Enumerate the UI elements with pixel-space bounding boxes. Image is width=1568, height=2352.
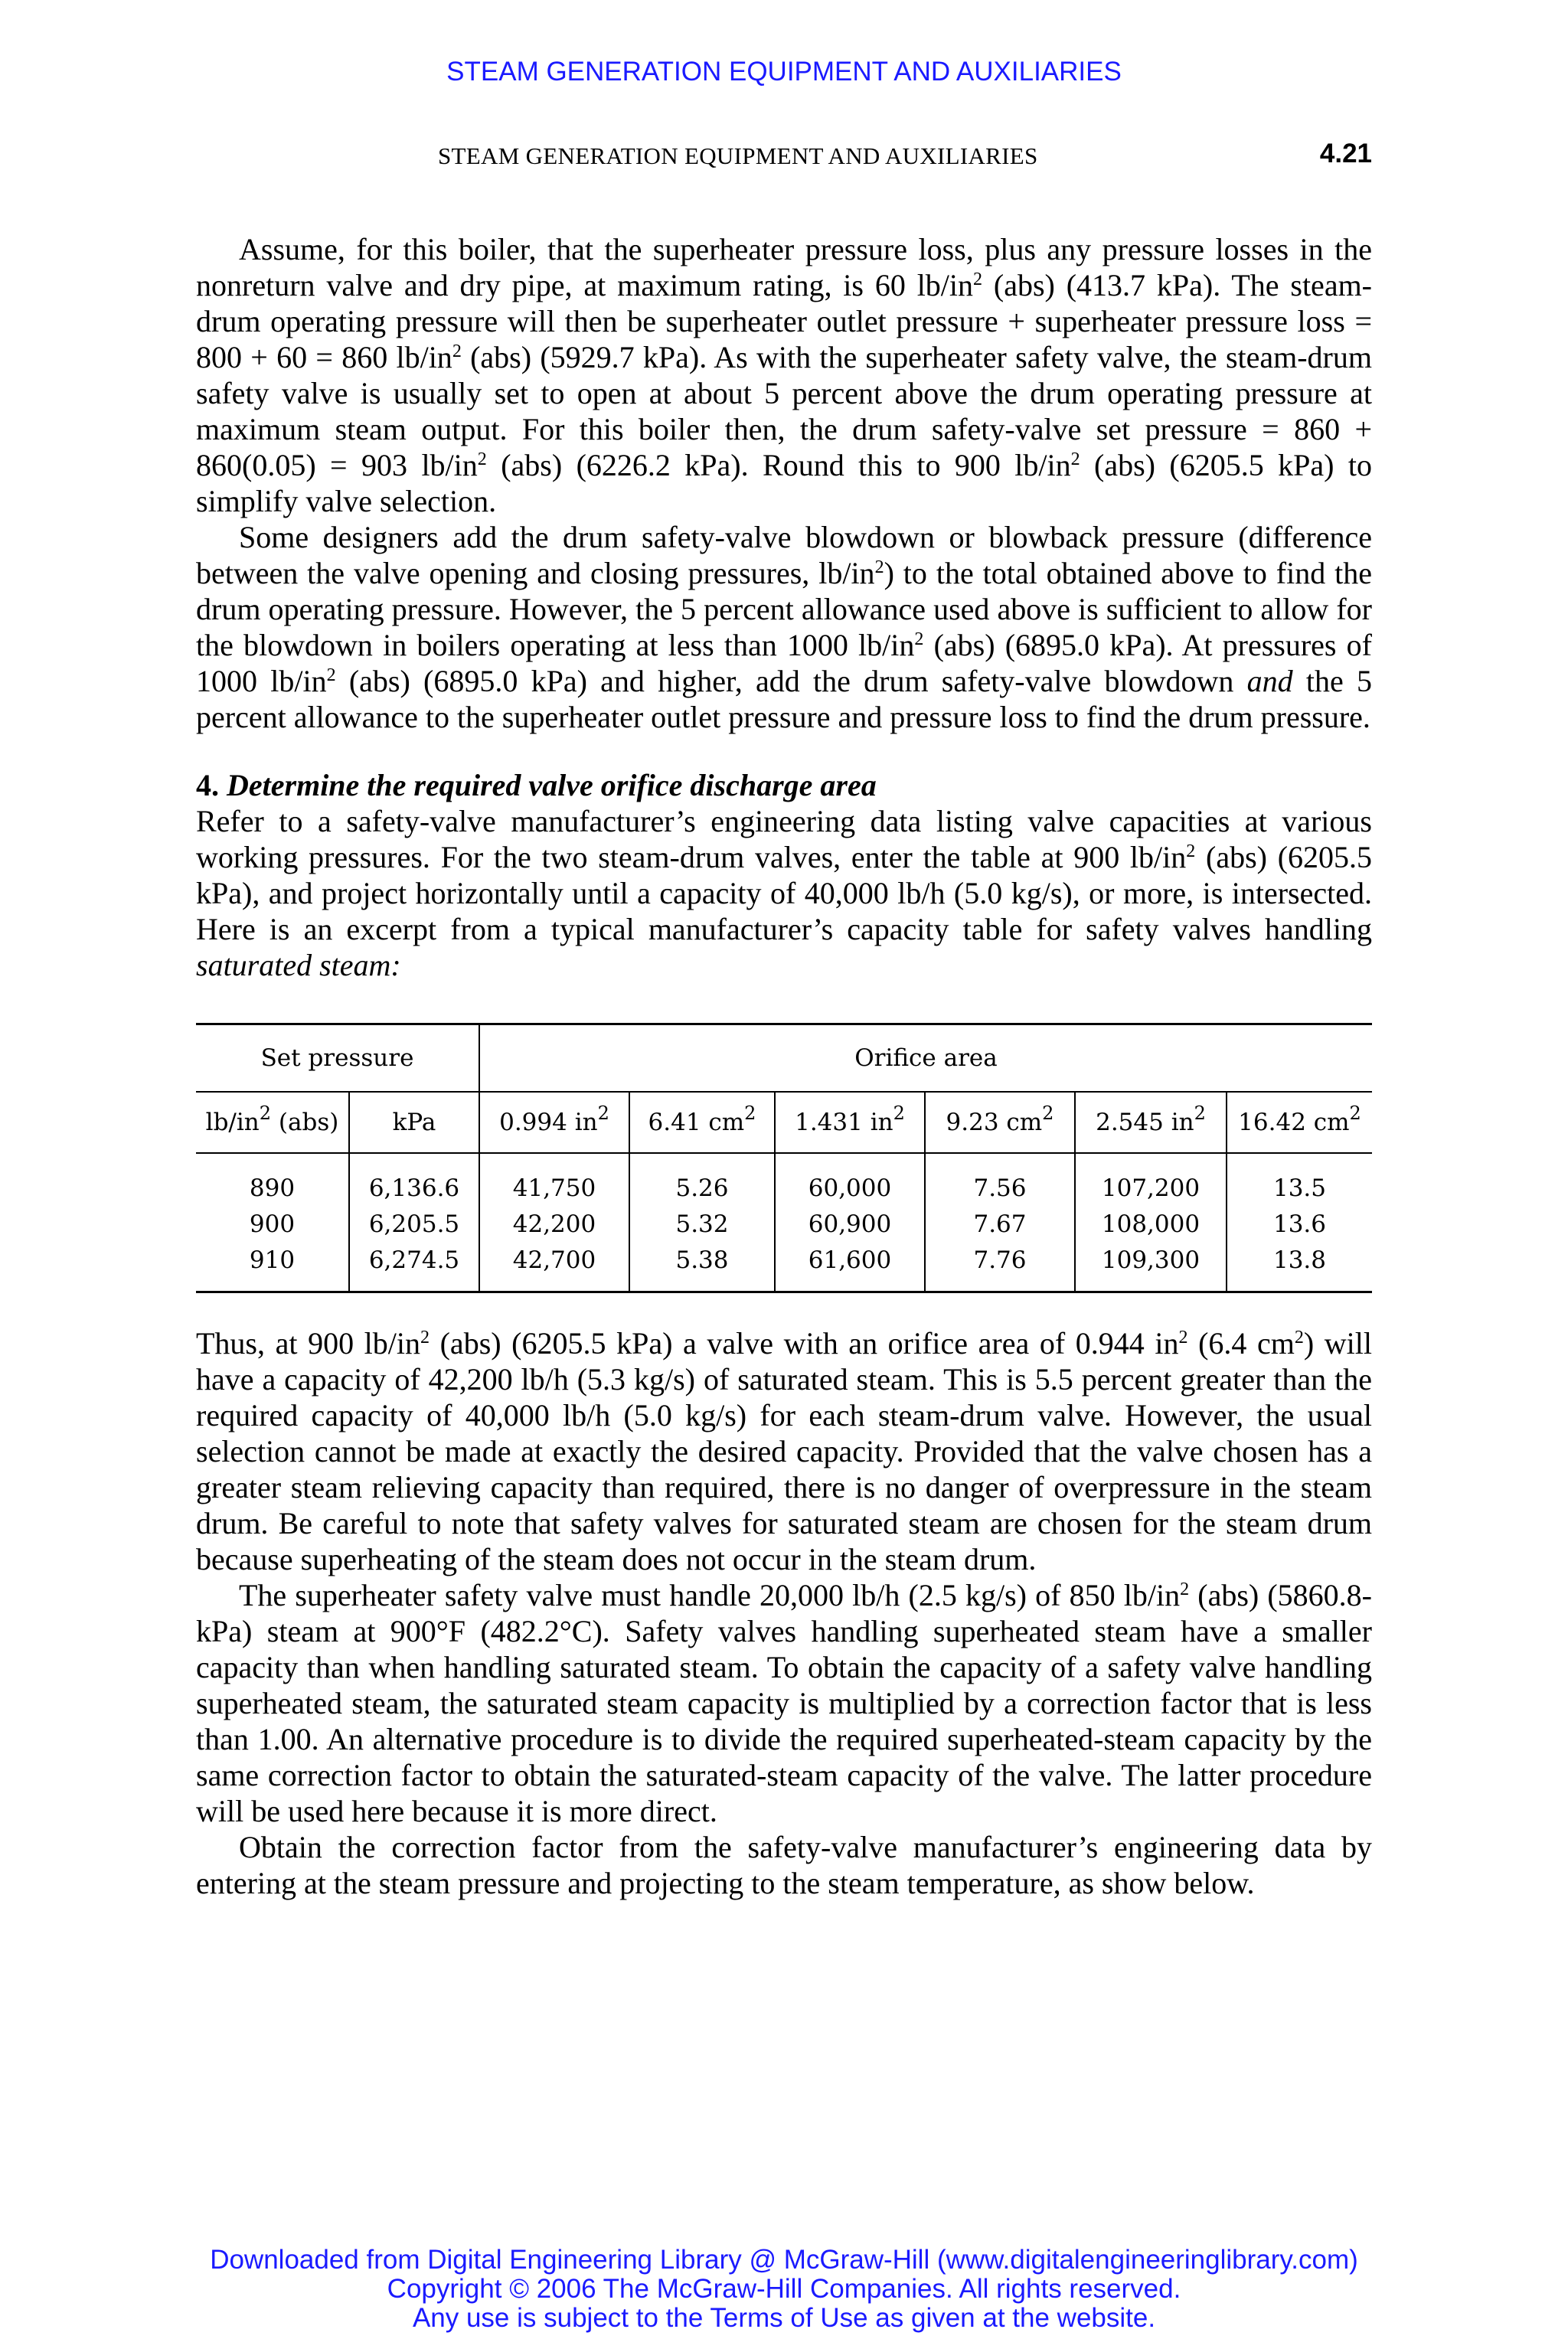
group-header-set-pressure: Set pressure — [196, 1025, 479, 1092]
footer-copyright: Copyright © 2006 The McGraw-Hill Companies. All rights reserved. — [387, 2274, 1181, 2304]
col-header-1431-in2: 1.431 $in^2$ — [775, 1092, 925, 1153]
paragraph-blowdown: Some designers add the drum safety-valve blowdown or blowback pressure (difference between the valve opening and closing pressures, $lb/in^2$) to the total obtained above to find the drum operating pressure. However, the 5 percent allowance used above is sufficient to allow for the blowdown in boilers operating at less than 1000 $lb/in^2$ (abs) (6895.0 kPa). At pressures of 1000 $lb/in^2$ (abs) (6895.0 kPa) and higher, add the drum safety-valve blowdown and the 5 percent allowance to the superheater outlet pressure and pressure loss to find the drum pressure. — [196, 520, 1372, 734]
step-heading — [196, 767, 1372, 803]
paragraph-superheater-valve: The superheater safety valve must handle 20,000 lb/h (2.5 kg/s) of 850 $lb/in^2$ (abs) (5860.8-kPa) steam at 900°F (482.2°C). Safety valves handling superheated steam have a smaller capacity than when handling saturated steam. To obtain the capacity of a safety valve handling superheated steam, the saturated steam capacity is multiplied by a correction factor that is less than 1.00. An alternative procedure is to divide the required superheated-steam capacity by the same correction factor to obtain the saturated-steam capacity of the valve. The latter procedure will be used here because it is more direct. — [196, 1578, 1372, 1828]
page-body — [196, 231, 1372, 1901]
col-header-lbin2: $lb/in^2$ (abs) — [196, 1092, 349, 1153]
col-header-1642-cm2: 16.42 $cm^2$ — [1227, 1092, 1372, 1153]
col-header-0994-in2: 0.994 $in^2$ — [479, 1092, 629, 1153]
paragraph-correction-factor: Obtain the correction factor from the safety-valve manufacturer’s engineering data by entering at the steam pressure and projecting to the steam temperature, as show below. — [196, 1830, 1372, 1900]
col-header-923-cm2: 9.23 $cm^2$ — [925, 1092, 1075, 1153]
footer — [0, 2246, 1568, 2333]
table-row: 910 6,274.5 42,700 5.38 61,600 7.76 109,300 13.8 — [196, 1243, 1372, 1291]
table-row: 900 6,205.5 42,200 5.32 60,900 7.67 108,000 13.6 — [196, 1207, 1372, 1243]
paragraph-drum-pressure: Assume, for this boiler, that the superheater pressure loss, plus any pressure losses in the nonreturn valve and dry pipe, at maximum rating, is 60 $lb/in^2$ (abs) (413.7 kPa). The steam-drum operating pressure will then be superheater outlet pressure + superheater pressure loss = 800 + 60 = 860 $lb/in^2$ (abs) (5929.7 kPa). As with the superheater safety valve, the steam-drum safety valve is usually set to open at about 5 percent above the drum operating pressure at maximum steam output. For this boiler then, the drum safety-valve set pressure = 860 + 860(0.05) = 903 $lb/in^2$ (abs) (6226.2 kPa). Round this to 900 $lb/in^2$ (abs) (6205.5 kPa) to simplify valve selection. — [196, 232, 1373, 518]
col-header-641-cm2: 6.41 $cm^2$ — [629, 1092, 775, 1153]
capacity-table — [196, 1023, 1372, 1293]
col-header-kpa: kPa — [349, 1092, 479, 1153]
paragraph-capacity-table-intro: Refer to a safety-valve manufacturer’s engineering data listing valve capacities at various working pressures. For the two steam-drum valves, enter the table at 900 $lb/in^2$ (abs) (6205.5 kPa), and project horizontally until a capacity of 40,000 lb/h (5.0 kg/s), or more, is intersected. Here is an excerpt from a typical manufacturer’s capacity table for safety valves handling saturated steam: — [196, 804, 1373, 982]
footer-download-link[interactable]: Downloaded from Digital Engineering Library @ McGraw-Hill (www.digitalengineeringlibrary.com) — [210, 2245, 1358, 2275]
page-number: 4.21 — [1319, 139, 1372, 168]
col-header-2545-in2: 2.545 $in^2$ — [1075, 1092, 1227, 1153]
group-header-orifice-area: Orifice area — [479, 1025, 1372, 1092]
table-row: 890 6,136.6 41,750 5.26 60,000 7.56 107,200 13.5 — [196, 1153, 1372, 1207]
top-source-link[interactable]: STEAM GENERATION EQUIPMENT AND AUXILIARIES — [446, 57, 1122, 87]
step-number: 4. — [196, 768, 219, 802]
paragraph-valve-selection: Thus, at 900 $lb/in^2$ (abs) (6205.5 kPa) a valve with an orifice area of 0.944 $in^2$ (6.4 $cm^2$) will have a capacity of 42,200 lb/h (5.3 kg/s) of saturated steam. This is 5.5 percent greater than the required capacity of 40,000 lb/h (5.0 kg/s) for each steam-drum valve. However, the usual selection cannot be made at exactly the desired capacity. Provided that the valve chosen has a greater steam relieving capacity than required, there is no danger of overpressure in the steam drum. Be careful to note that safety valves for saturated steam are chosen for the steam drum because superheating of the steam does not occur in the steam drum. — [196, 1326, 1373, 1576]
running-head: STEAM GENERATION EQUIPMENT AND AUXILIARIES — [438, 142, 1038, 169]
footer-terms: Any use is subject to the Terms of Use as given at the website. — [412, 2303, 1156, 2333]
step-title: Determine the required valve orifice discharge area — [227, 768, 877, 802]
